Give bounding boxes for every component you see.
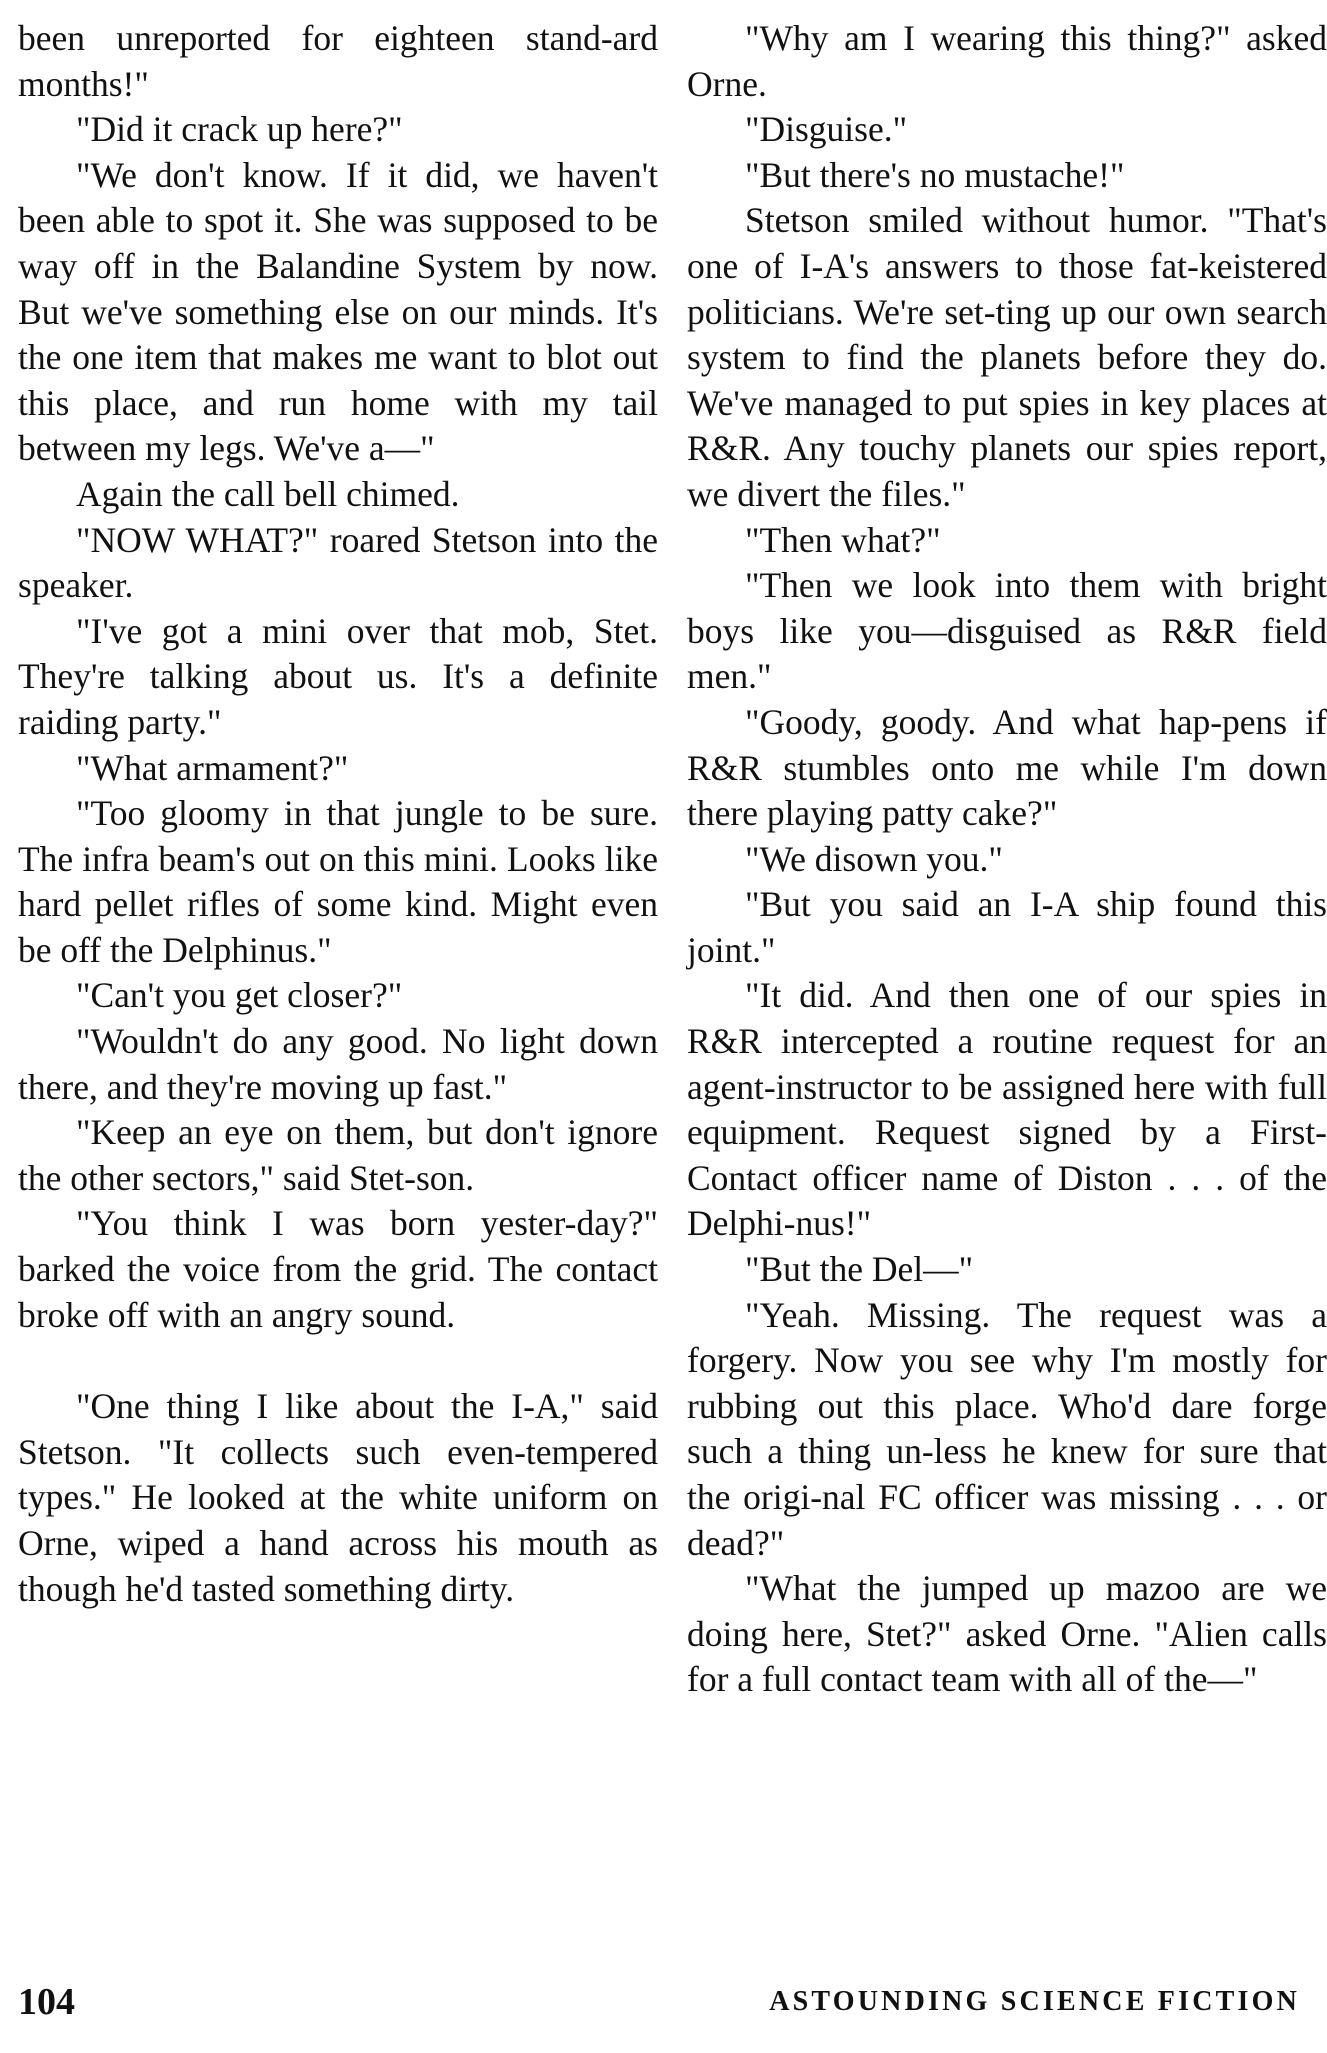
paragraph: "We don't know. If it did, we haven't been able to spot it. She was supposed to be way off in the Balandine System by now. But we've something else on our minds. It's the one item that makes me want to blot out this place, and run home with my tail between my legs. We've a—" <box>18 154 658 469</box>
paragraph: "Disguise." <box>745 109 908 150</box>
paragraph: "Wouldn't do any good. No light down there, and they're moving up fast." <box>18 1021 658 1107</box>
paragraph: been unreported for eighteen stand-ard months!" <box>18 18 658 104</box>
paragraph: "We disown you." <box>745 838 1003 879</box>
paragraph: "But there's no mustache!" <box>745 154 1125 195</box>
paragraph: "What the jumped up mazoo are we doing here, Stet?" asked Orne. "Alien calls for a full contact team with all of the—" <box>687 1568 1327 1700</box>
paragraph: "I've got a mini over that mob, Stet. They're talking about us. It's a definite raiding party." <box>18 610 658 742</box>
right-text-column <box>687 16 1327 1703</box>
paragraph: Again the call bell chimed. <box>76 473 460 514</box>
page-number: 104 <box>18 1981 75 2023</box>
paragraph: "Did it crack up here?" <box>76 109 403 150</box>
paragraph: "Goody, goody. And what hap-pens if R&R stumbles onto me while I'm down there playing patty cake?" <box>687 701 1327 834</box>
paragraph: "You think I was born yester-day?" barked the voice from the grid. The contact broke off with an angry sound. <box>18 1203 658 1335</box>
paragraph: "Yeah. Missing. The request was a forgery. Now you see why I'm mostly for rubbing out this place. Who'd dare forge such a thing un-less he knew for sure that the origi-nal FC officer was missing . . . or dead?" <box>687 1294 1327 1563</box>
page-footer <box>18 1980 1300 2036</box>
paragraph: "But you said an I-A ship found this joint." <box>687 884 1327 970</box>
left-text-column <box>18 16 658 1612</box>
paragraph: "Too gloomy in that jungle to be sure. The infra beam's out on this mini. Looks like hard pellet rifles of some kind. Might even be off the Delphinus." <box>18 793 658 970</box>
paragraph: "One thing I like about the I-A," said Stetson. "It collects such even-tempered types." He looked at the white uniform on Orne, wiped a hand across his mouth as though he'd tasted something dirty. <box>18 1386 658 1609</box>
paragraph: "Can't you get closer?" <box>76 975 403 1016</box>
paragraph: "It did. And then one of our spies in R&R intercepted a routine request for an agent-instructor to be assigned here with full equipment. Request signed by a First-Contact officer name of Diston . . . of the Delphi-nus!" <box>687 975 1327 1244</box>
paragraph: "Then we look into them with bright boys like you—disguised as R&R field men." <box>687 565 1327 697</box>
paragraph: "What armament?" <box>76 747 349 788</box>
running-head: ASTOUNDING SCIENCE FICTION <box>769 1986 1300 2017</box>
paragraph: "Keep an eye on them, but don't ignore the other sectors," said Stet-son. <box>18 1112 658 1198</box>
paragraph: "Why am I wearing this thing?" asked Orne. <box>687 18 1327 104</box>
paragraph: "NOW WHAT?" roared Stetson into the speaker. <box>18 519 658 606</box>
paragraph: Stetson smiled without humor. "That's one of I-A's answers to those fat-keistered politicians. We're set-ting up our own search system to find the planets before they do. We've managed to put spies in key places at R&R. Any touchy planets our spies report, we divert the files." <box>687 200 1327 514</box>
paragraph: "But the Del—" <box>745 1249 974 1290</box>
paragraph: "Then what?" <box>745 519 941 560</box>
